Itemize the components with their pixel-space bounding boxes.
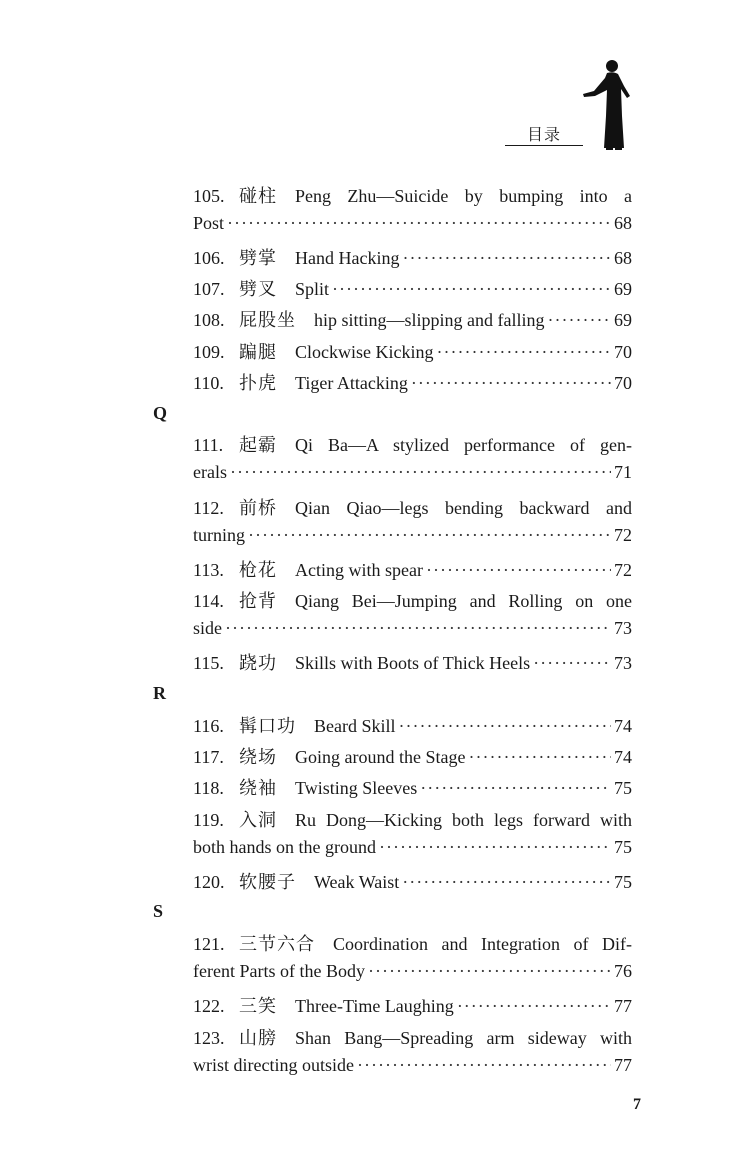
leader-dots (225, 618, 611, 639)
toc-entry-122[interactable]: 122. 三笑 Three-Time Laughing ····· 77 (193, 992, 632, 1020)
leader-dots (411, 373, 611, 394)
leader-dots (402, 872, 611, 893)
toc-entry-115[interactable]: 115. 跷功 Skills with Boots of Thick Heels ····· 73 (193, 649, 632, 677)
toc-page-number: 77 (614, 996, 632, 1016)
leader-dots (457, 996, 611, 1017)
leader-dots (399, 716, 612, 737)
toc-page-number: 68 (614, 248, 632, 268)
leader-dots (468, 747, 611, 768)
toc-entry-123-continued[interactable]: wrist directing outside ····· 77 (193, 1055, 632, 1083)
toc-page-number: 69 (614, 310, 632, 330)
toc-page-number: 74 (614, 747, 632, 767)
toc-page-number: 75 (614, 837, 632, 857)
leader-dots (402, 248, 611, 269)
opera-performer-figure-icon (580, 56, 636, 152)
leader-dots (420, 778, 611, 799)
toc-page-number: 75 (614, 778, 632, 798)
toc-page-number: 70 (614, 373, 632, 393)
toc-entry-109[interactable]: 109. 蹁腿 Clockwise Kicking ····· 70 (193, 338, 632, 366)
toc-entry-106[interactable]: 106. 劈掌 Hand Hacking ····· 68 (193, 244, 632, 272)
leader-dots (230, 462, 611, 483)
toc-entry-119[interactable]: 119. 入洞 Ru Dong—Kicking both legs forward with (193, 810, 632, 830)
toc-entry-105[interactable]: 105. 碰柱 Peng Zhu—Suicide by bumping into a (193, 186, 632, 206)
toc-entry-113[interactable]: 113. 枪花 Acting with spear ····· 72 (193, 556, 632, 584)
toc-entry-120[interactable]: 120. 软腰子 Weak Waist ····· 75 (193, 868, 632, 896)
toc-entry-110[interactable]: 110. 扑虎 Tiger Attacking ····· 70 (193, 369, 632, 397)
toc-entry-112[interactable]: 112. 前桥 Qian Qiao—legs bending backward and (193, 498, 632, 518)
toc-page-number: 69 (614, 279, 632, 299)
section-letter-q: Q (153, 403, 168, 423)
toc-page-number: 73 (614, 618, 632, 638)
leader-dots (436, 342, 611, 363)
toc-entry-105-continued[interactable]: Post ····· 68 (193, 213, 632, 241)
toc-page-number: 70 (614, 342, 632, 362)
toc-page-number: 74 (614, 716, 632, 736)
toc-entry-111[interactable]: 111. 起霸 Qi Ba—A stylized performance of gen- (193, 435, 632, 455)
toc-page-number: 73 (614, 653, 632, 673)
leader-dots (227, 213, 611, 234)
toc-page-number: 76 (614, 961, 632, 981)
leader-dots (368, 961, 611, 982)
toc-entry-112-continued[interactable]: turning ····· 72 (193, 525, 632, 553)
toc-entry-121-continued[interactable]: ferent Parts of the Body ····· 76 (193, 961, 632, 989)
toc-entry-123[interactable]: 123. 山膀 Shan Bang—Spreading arm sideway with (193, 1028, 632, 1048)
section-letter-r: R (153, 683, 166, 703)
toc-entry-117[interactable]: 117. 绕场 Going around the Stage ····· 74 (193, 743, 632, 771)
header-rule (505, 145, 583, 146)
toc-entry-116[interactable]: 116. 髯口功 Beard Skill ····· 74 (193, 712, 632, 740)
page-number: 7 (633, 1096, 641, 1113)
toc-entry-111-continued[interactable]: erals ····· 71 (193, 462, 632, 490)
section-letter-s: S (153, 901, 164, 921)
leader-dots (248, 525, 611, 546)
toc-page-number: 68 (614, 213, 632, 233)
toc-entry-107[interactable]: 107. 劈叉 Split ····· 69 (193, 275, 632, 303)
toc-entry-121[interactable]: 121. 三节六合 Coordination and Integration of Dif- (193, 934, 632, 954)
toc-entry-108[interactable]: 108. 屁股坐 hip sitting—slipping and falling ····· 69 (193, 306, 632, 334)
chapter-header (505, 120, 585, 150)
toc-page-number: 75 (614, 872, 632, 892)
leader-dots (379, 837, 611, 858)
toc-entry-118[interactable]: 118. 绕袖 Twisting Sleeves ····· 75 (193, 774, 632, 802)
toc-page-number: 77 (614, 1055, 632, 1075)
toc-page-number: 72 (614, 525, 632, 545)
toc-entry-114[interactable]: 114. 抢背 Qiang Bei—Jumping and Rolling on one (193, 591, 632, 611)
toc-page-number: 71 (614, 462, 632, 482)
leader-dots (548, 310, 612, 331)
toc-page-number: 72 (614, 560, 632, 580)
toc-entry-114-continued[interactable]: side ····· 73 (193, 618, 632, 646)
leader-dots (357, 1055, 611, 1076)
leader-dots (332, 279, 611, 300)
leader-dots (533, 653, 611, 674)
leader-dots (426, 560, 611, 581)
header-title: 目录 (527, 127, 562, 144)
toc-entry-119-continued[interactable]: both hands on the ground ····· 75 (193, 837, 632, 865)
